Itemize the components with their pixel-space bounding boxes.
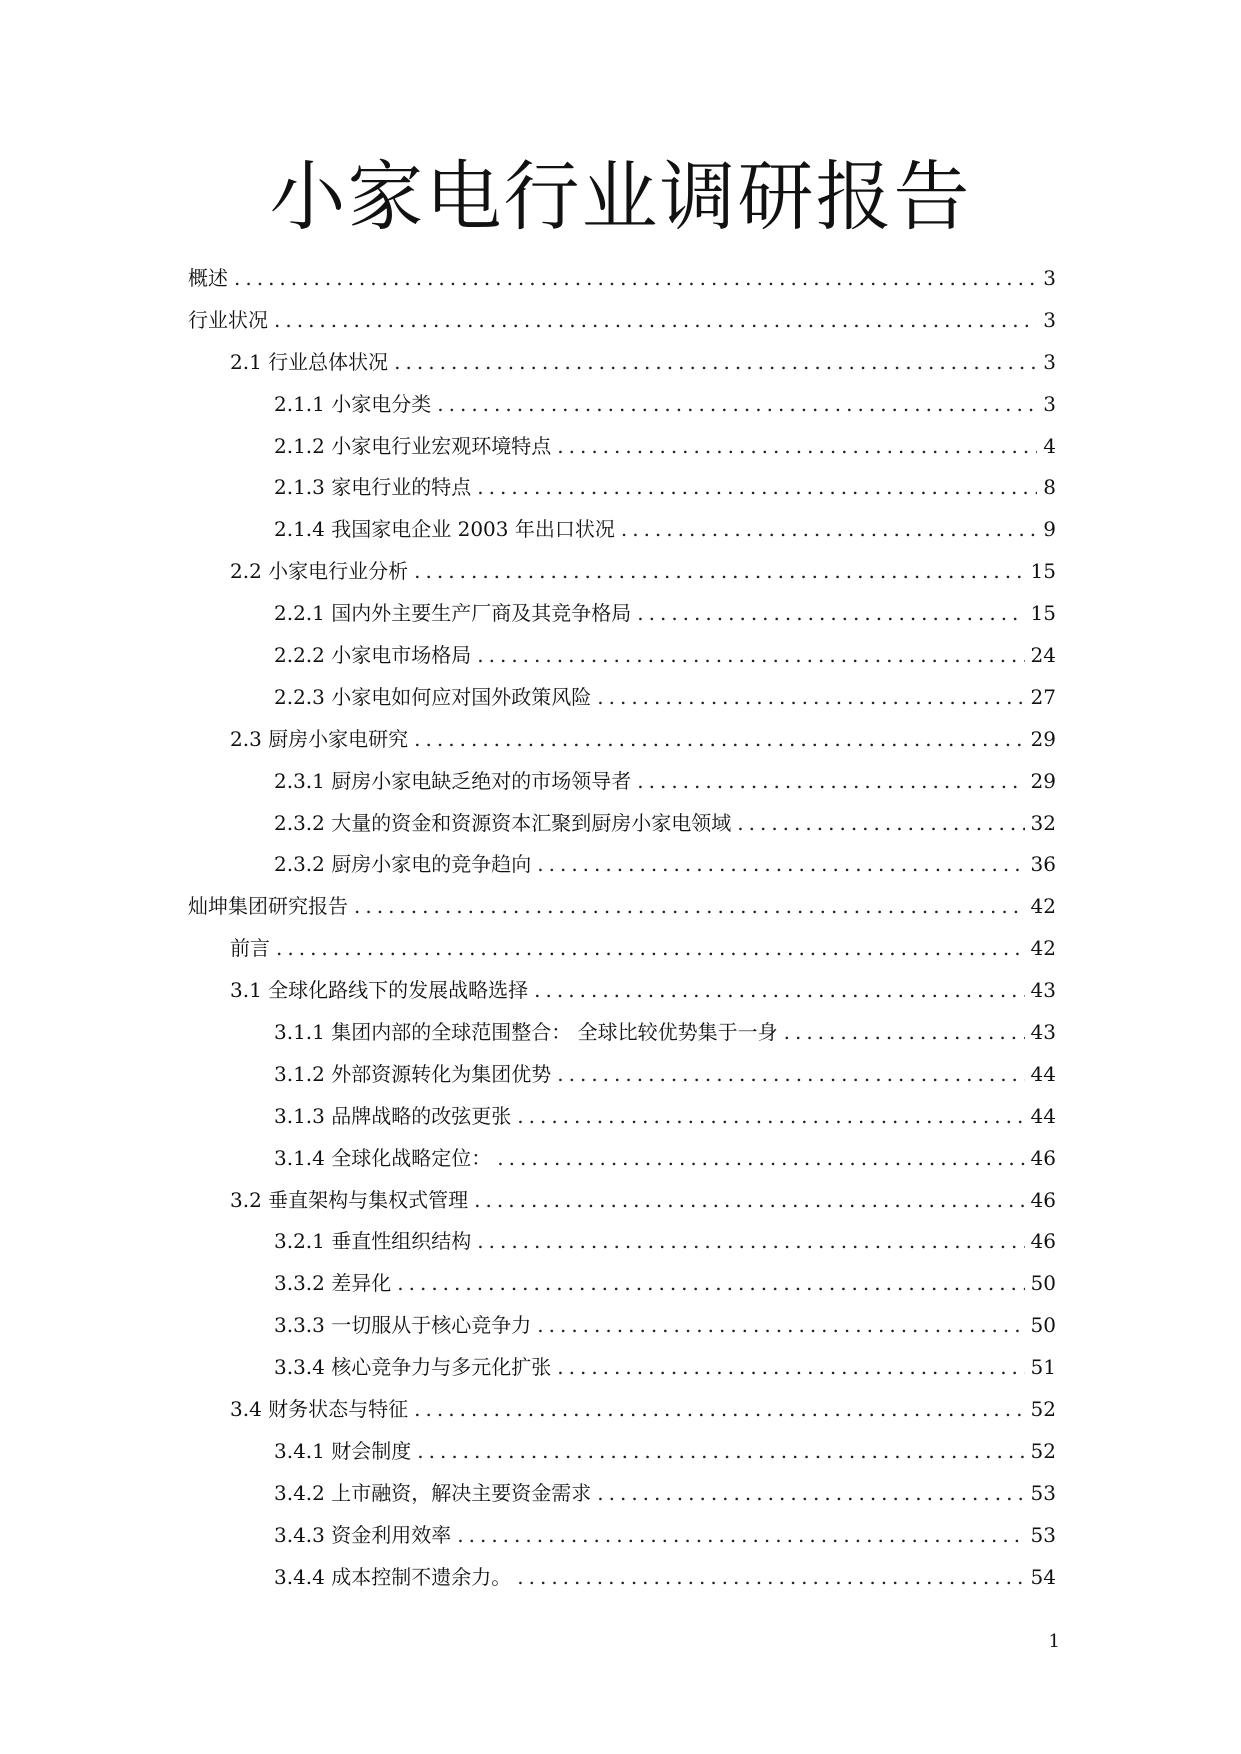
toc-entry-title: 2.3.2 厨房小家电的竞争趋向 (274, 852, 532, 877)
toc-entry-page: 52 (1030, 1438, 1056, 1463)
toc-entry-title: 行业状况 (188, 307, 268, 332)
toc-dot-leader (276, 928, 1025, 970)
toc-entry-title: 2.1.3 家电行业的特点 (274, 475, 472, 500)
toc-entry[interactable] (188, 467, 1056, 509)
toc-entry[interactable] (188, 1347, 1056, 1389)
toc-dot-leader (477, 1221, 1024, 1263)
toc-dot-leader (517, 1557, 1024, 1599)
toc-entry[interactable] (188, 1180, 1056, 1222)
toc-dot-leader (557, 426, 1037, 468)
toc-dot-leader (437, 384, 1037, 426)
toc-dot-leader (457, 1515, 1024, 1557)
toc-dot-leader (737, 803, 1024, 845)
toc-dot-leader (394, 342, 1037, 384)
toc-entry[interactable] (188, 509, 1056, 551)
toc-entry-title: 2.2.1 国内外主要生产厂商及其竞争格局 (274, 601, 632, 626)
toc-entry-title: 3.4.2 上市融资，解决主要资金需求 (274, 1480, 592, 1505)
toc-dot-leader (621, 509, 1037, 551)
toc-entry-title: 3.1.4 全球化战略定位： (274, 1145, 492, 1170)
toc-entry-page: 3 (1043, 307, 1056, 332)
toc-entry-page: 32 (1030, 810, 1056, 835)
toc-entry[interactable] (188, 719, 1056, 761)
toc-entry-page: 3 (1043, 349, 1056, 374)
toc-entry-title: 3.4.4 成本控制不遗余力。 (274, 1564, 512, 1589)
toc-entry-page: 4 (1043, 433, 1056, 458)
toc-entry-page: 52 (1030, 1397, 1056, 1422)
toc-dot-leader (557, 1347, 1024, 1389)
toc-entry-title: 2.1.2 小家电行业宏观环境特点 (274, 433, 552, 458)
toc-entry-page: 29 (1030, 768, 1056, 793)
toc-dot-leader (477, 467, 1037, 509)
toc-dot-leader (537, 1305, 1024, 1347)
table-of-contents (188, 258, 1056, 1599)
toc-dot-leader (477, 635, 1024, 677)
toc-entry[interactable] (188, 928, 1056, 970)
toc-dot-leader (274, 300, 1037, 342)
toc-entry-title: 概述 (188, 266, 228, 290)
toc-dot-leader (417, 1431, 1024, 1473)
toc-entry-page: 29 (1030, 726, 1056, 751)
toc-entry-page: 43 (1030, 978, 1056, 1003)
toc-dot-leader (354, 886, 1025, 928)
toc-entry[interactable] (188, 258, 1056, 300)
document-title: 小家电行业调研报告 (269, 152, 972, 241)
toc-entry-title: 3.4 财务状态与特征 (230, 1397, 409, 1422)
toc-entry-page: 15 (1030, 601, 1056, 626)
toc-entry[interactable] (188, 1305, 1056, 1347)
toc-entry-title: 2.2 小家电行业分析 (230, 559, 409, 584)
toc-dot-leader (234, 258, 1037, 300)
toc-entry-page: 3 (1043, 391, 1056, 416)
toc-entry[interactable] (188, 803, 1056, 845)
toc-dot-leader (534, 970, 1024, 1012)
toc-entry[interactable] (188, 635, 1056, 677)
toc-entry-title: 3.2 垂直架构与集权式管理 (230, 1187, 469, 1212)
toc-dot-leader (414, 1389, 1024, 1431)
toc-entry-title: 2.2.3 小家电如何应对国外政策风险 (274, 684, 592, 709)
toc-entry-page: 50 (1030, 1271, 1056, 1296)
toc-entry[interactable] (188, 1515, 1056, 1557)
toc-entry-title: 3.2.1 垂直性组织结构 (274, 1229, 472, 1254)
toc-dot-leader (784, 1012, 1025, 1054)
toc-entry[interactable] (188, 970, 1056, 1012)
toc-entry-title: 3.1.2 外部资源转化为集团优势 (274, 1061, 552, 1086)
toc-entry-page: 46 (1030, 1145, 1056, 1170)
toc-dot-leader (637, 761, 1024, 803)
toc-dot-leader (497, 1138, 1024, 1180)
toc-entry-title: 3.3.3 一切服从于核心竞争力 (274, 1313, 532, 1338)
toc-entry-page: 36 (1030, 852, 1056, 877)
toc-entry-title: 前言 (230, 936, 270, 961)
toc-entry-title: 2.1 行业总体状况 (230, 349, 389, 374)
toc-entry-page: 24 (1030, 643, 1056, 668)
toc-entry-page: 54 (1030, 1564, 1056, 1589)
toc-entry-page: 46 (1030, 1187, 1056, 1212)
toc-entry-title: 3.1.3 品牌战略的改弦更张 (274, 1103, 512, 1128)
toc-entry-title: 2.1.1 小家电分类 (274, 391, 432, 416)
toc-entry[interactable] (188, 1012, 1056, 1054)
toc-entry-page: 42 (1030, 936, 1056, 961)
toc-entry-page: 44 (1030, 1061, 1056, 1086)
toc-entry-title: 2.2.2 小家电市场格局 (274, 643, 472, 668)
toc-entry[interactable] (188, 1431, 1056, 1473)
toc-entry[interactable] (188, 1389, 1056, 1431)
toc-entry-page: 42 (1030, 894, 1056, 919)
toc-entry-title: 2.3.1 厨房小家电缺乏绝对的市场领导者 (274, 768, 632, 793)
toc-entry[interactable] (188, 300, 1056, 342)
toc-entry[interactable] (188, 886, 1056, 928)
toc-entry[interactable] (188, 342, 1056, 384)
toc-entry[interactable] (188, 1096, 1056, 1138)
toc-entry-page: 53 (1030, 1480, 1056, 1505)
toc-dot-leader (597, 677, 1024, 719)
toc-entry-title: 3.3.4 核心竞争力与多元化扩张 (274, 1355, 552, 1380)
toc-dot-leader (414, 719, 1024, 761)
toc-dot-leader (474, 1180, 1024, 1222)
toc-entry[interactable] (188, 1054, 1056, 1096)
toc-entry-page: 51 (1030, 1355, 1056, 1380)
toc-entry-title: 3.3.2 差异化 (274, 1271, 392, 1296)
toc-entry-title: 3.1.1 集团内部的全球范围整合： 全球比较优势集于一身 (274, 1020, 778, 1045)
toc-entry-page: 8 (1043, 475, 1056, 500)
toc-entry-page: 9 (1043, 517, 1056, 542)
toc-entry[interactable] (188, 551, 1056, 593)
toc-entry-page: 27 (1030, 684, 1056, 709)
toc-entry-page: 44 (1030, 1103, 1056, 1128)
toc-entry[interactable] (188, 426, 1056, 468)
toc-dot-leader (597, 1473, 1024, 1515)
toc-dot-leader (637, 593, 1024, 635)
toc-dot-leader (537, 844, 1024, 886)
toc-entry-title: 2.3.2 大量的资金和资源资本汇聚到厨房小家电领域 (274, 810, 732, 835)
toc-dot-leader (557, 1054, 1024, 1096)
toc-entry-page: 46 (1030, 1229, 1056, 1254)
toc-dot-leader (414, 551, 1024, 593)
toc-entry-title: 灿坤集团研究报告 (188, 894, 348, 919)
toc-dot-leader (517, 1096, 1024, 1138)
toc-entry-page: 50 (1030, 1313, 1056, 1338)
toc-entry-title: 3.4.1 财会制度 (274, 1438, 412, 1463)
toc-entry-page: 15 (1030, 559, 1056, 584)
toc-entry[interactable] (188, 1557, 1056, 1599)
toc-entry[interactable] (188, 761, 1056, 803)
toc-entry[interactable] (188, 384, 1056, 426)
toc-entry[interactable] (188, 1221, 1056, 1263)
page-number: 1 (1048, 1631, 1060, 1652)
toc-entry-page: 43 (1030, 1020, 1056, 1045)
toc-entry[interactable] (188, 844, 1056, 886)
toc-entry-page: 53 (1030, 1522, 1056, 1547)
toc-entry[interactable] (188, 1263, 1056, 1305)
toc-dot-leader (397, 1263, 1024, 1305)
toc-entry-title: 2.1.4 我国家电企业 2003 年出口状况 (274, 517, 615, 542)
toc-entry[interactable] (188, 677, 1056, 719)
toc-entry[interactable] (188, 593, 1056, 635)
toc-entry[interactable] (188, 1473, 1056, 1515)
toc-entry-title: 3.1 全球化路线下的发展战略选择 (230, 978, 529, 1003)
toc-entry[interactable] (188, 1138, 1056, 1180)
toc-entry-title: 3.4.3 资金利用效率 (274, 1522, 452, 1547)
toc-entry-page: 3 (1043, 266, 1056, 290)
toc-entry-title: 2.3 厨房小家电研究 (230, 726, 409, 751)
